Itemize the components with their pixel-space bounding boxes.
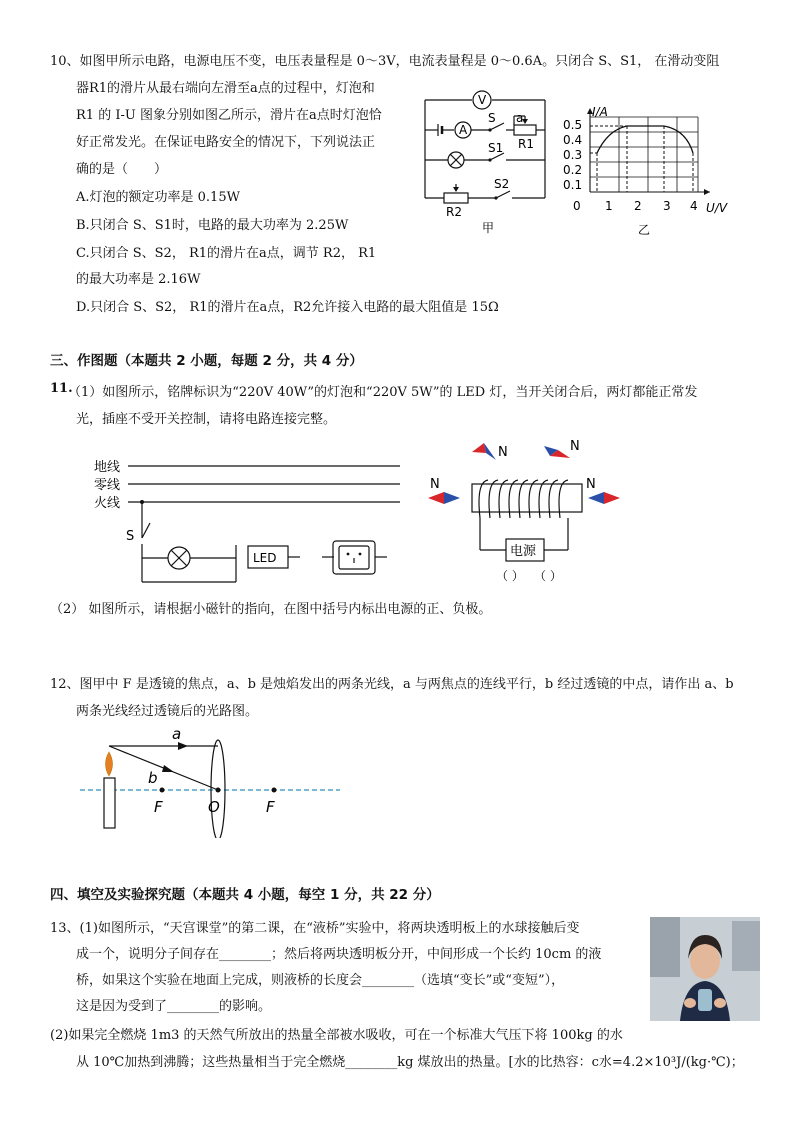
ammeter-label: A (459, 123, 468, 137)
q12-line1: 12、图甲中 F 是透镜的焦点，a、b 是烛焰发出的两条光线，a 与两焦点的连线平行，b 经过透镜的中点，请作出 a、b (50, 677, 734, 692)
q10-line5: 确的是（ ） (76, 162, 168, 177)
q13-line5: (2)如果完全燃烧 1m3 的天然气所放出的热量全部被水吸收，可在一个标准大气压下将 100kg 的水 (50, 1028, 623, 1043)
focus-left-label: F (154, 798, 163, 816)
q10-option-d: D.只闭合 S、S2， R1的滑片在a点，R2允许接入电路的最大阻值是 15Ω (76, 300, 499, 315)
pole-bracket-right: （ ） (534, 569, 562, 583)
q11-number: 11. (50, 381, 73, 396)
q11-line1: （1）如图所示，铭牌标识为“220V 40W”的灯泡和“220V 5W”的 LED 灯，当开关闭合后，两灯都能正常发 (68, 385, 698, 400)
ytick: 0.1 (563, 178, 583, 192)
q13-line6: 从 10℃加热到沸腾；这些热量相当于完全燃烧________kg 煤放出的热量。[水的比热容：c水=4.2×10³J/(kg·℃)； (76, 1055, 744, 1070)
optical-center-label: O (208, 798, 220, 816)
led-label: LED (253, 551, 277, 565)
section-3-heading: 三、作图题（本题共 2 小题，每题 2 分，共 4 分） (50, 353, 363, 369)
q10-option-c: C.只闭合 S、S2， R1的滑片在a点，调节 R2， R1 (76, 246, 377, 261)
live-wire-label: 火线 (94, 496, 121, 511)
switch-s1-label: S1 (488, 141, 504, 155)
xtick: 3 (663, 199, 671, 213)
graph-ylabel: I/A (592, 105, 608, 119)
q10-option-a: A.灯泡的额定功率是 0.15W (76, 190, 240, 205)
q10-option-b: B.只闭合 S、S1时，电路的最大功率为 2.25W (76, 218, 349, 233)
q13-line1: 13、(1)如图所示，“天宫课堂”的第二课，在“液桥”实验中，将两块透明板上的水球接触后变 (50, 921, 580, 936)
r2-label: R2 (446, 205, 462, 219)
ytick: 0.2 (563, 163, 583, 177)
lens-diagram (76, 722, 346, 838)
needle-n-label: N (430, 477, 440, 492)
needle-n-label: N (498, 445, 508, 460)
q11-line2: 光，插座不受开关控制，请将电路连接完整。 (76, 412, 337, 427)
ytick: 0.4 (563, 133, 583, 147)
xtick: 2 (634, 199, 642, 213)
xtick: 4 (690, 199, 698, 213)
ytick: 0.3 (563, 148, 583, 162)
figure-yi-caption: 乙 (638, 223, 651, 237)
ytick: 0.5 (563, 118, 583, 132)
graph-xlabel: U/V (706, 201, 728, 215)
q10-option-c-cont: 的最大功率是 2.16W (76, 272, 201, 287)
household-circuit-diagram (90, 450, 400, 590)
q10-line4: 好正常发光。在保证电路安全的情况下，下列说法正 (76, 135, 376, 150)
section-4-heading: 四、填空及实验探究题（本题共 4 小题，每空 1 分，共 22 分） (50, 887, 440, 903)
q10-line3: R1 的 I-U 图象分别如图乙所示，滑片在a点时灯泡恰 (76, 108, 382, 123)
ray-a-label: a (172, 725, 182, 743)
needle-n-label: N (570, 439, 580, 454)
ground-wire-label: 地线 (94, 460, 121, 475)
switch-s2-label: S2 (494, 177, 510, 191)
q11-part2: （2） 如图所示，请根据小磁针的指向，在图中括号内标出电源的正、负极。 (50, 602, 492, 617)
voltmeter-label: V (478, 93, 487, 107)
q13-line4: 这是因为受到了________的影响。 (76, 999, 272, 1014)
xtick: 1 (605, 199, 613, 213)
solenoid-diagram (420, 432, 630, 592)
focus-right-label: F (266, 798, 275, 816)
neutral-wire-label: 零线 (94, 478, 121, 493)
circuit-diagram-jia (410, 86, 560, 236)
slider-a-label: a (516, 111, 524, 125)
q13-line3: 桥，如果这个实验在地面上完成，则液桥的长度会________（选填“变长”或“变短”）， (76, 973, 565, 988)
switch-s-label: S (488, 111, 496, 125)
ray-b-label: b (148, 769, 158, 787)
figure-jia-caption: 甲 (482, 221, 495, 235)
power-source-label: 电源 (510, 544, 537, 559)
pole-bracket-left: （ ） (496, 569, 524, 583)
switch-label: S (126, 529, 135, 544)
xtick: 0 (573, 199, 581, 213)
q10-line1: 10、如图甲所示电路，电源电压不变，电压表量程是 0～3V，电流表量程是 0～0.6A。只闭合 S、S1， 在滑动变阻 (50, 54, 720, 69)
tiangong-photo (650, 917, 760, 1021)
iu-graph-yi (560, 100, 740, 240)
q13-line2: 成一个，说明分子间存在________；然后将两块透明板分开，中间形成一个长约 10cm 的液 (76, 947, 602, 962)
astronaut-illustration (650, 917, 760, 1021)
q10-line2: 器R1的滑片从最右端向左滑至a点的过程中，灯泡和 (76, 81, 375, 96)
needle-n-label: N (586, 477, 596, 492)
q12-line2: 两条光线经过透镜后的光路图。 (76, 704, 259, 719)
r1-label: R1 (518, 137, 534, 151)
